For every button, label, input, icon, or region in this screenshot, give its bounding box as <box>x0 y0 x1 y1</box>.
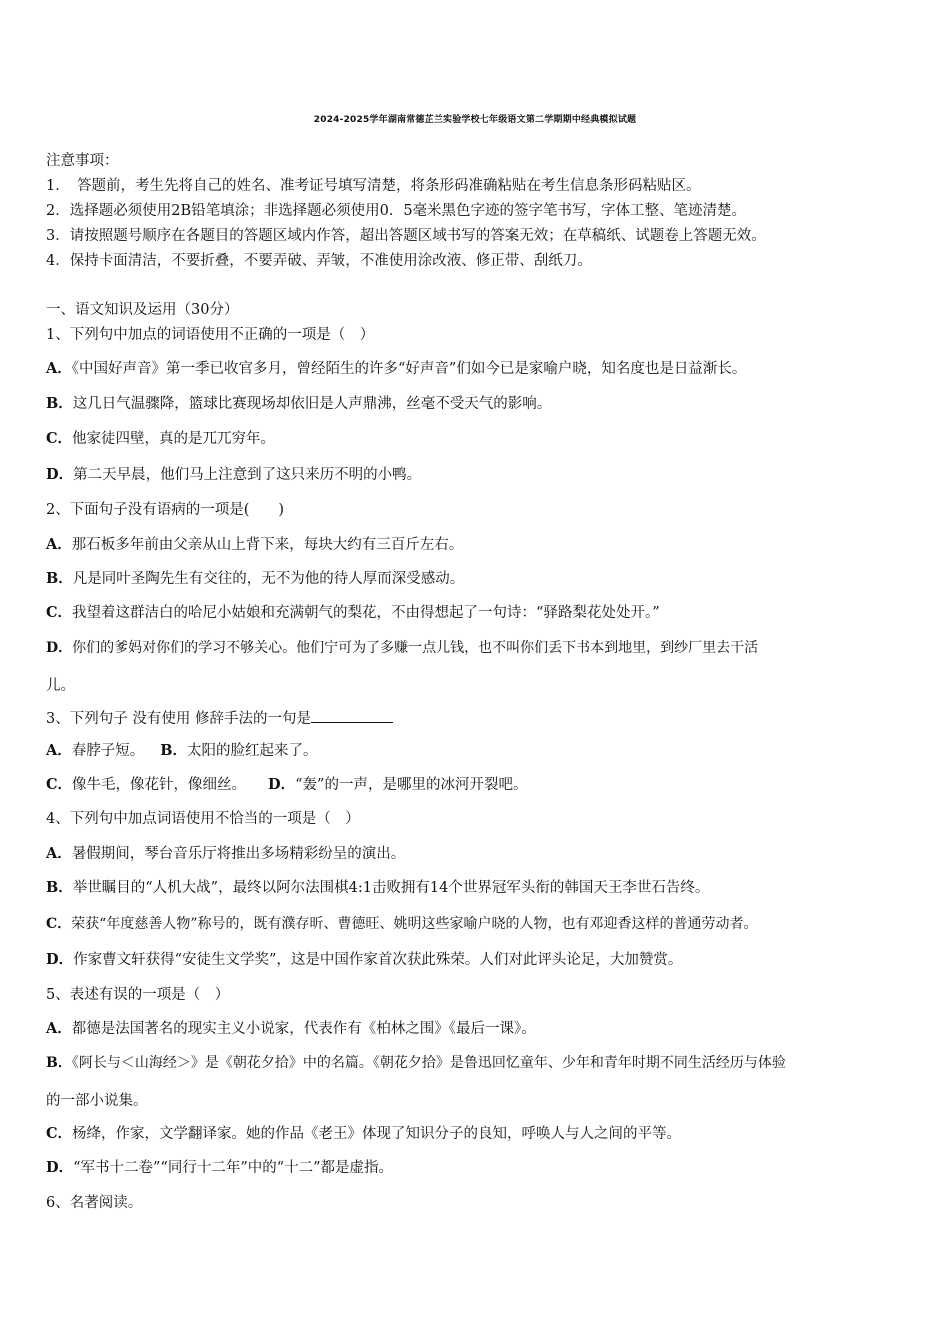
option-text: 举世瞩目的“人机大战”，最终以阿尔法围棋4:1击败拥有14个世界冠军头衔的韩国天王李世石告终。 <box>72 880 710 896</box>
option-text: “军书十二卷”“同行十二年”中的“十二”都是虚指。 <box>73 1160 394 1176</box>
option-label: A． <box>46 536 72 553</box>
option-text: 作家曹文轩获得“安徒生文学奖”，这是中国作家首次获此殊荣。人们对此评头论足，大加赞赏。 <box>73 952 683 968</box>
notice-item-4: 4．保持卡面清洁，不要折叠，不要弄破、弄皱，不准使用涂改液、修正带、刮纸刀。 <box>46 253 592 269</box>
question-3-options-row-1 <box>46 741 318 761</box>
option-label: B． <box>46 1055 72 1071</box>
section-heading: 一、语文知识及运用（30分） <box>46 302 239 318</box>
question-2-option-b <box>46 569 464 589</box>
option-text: 春脖子短。 <box>71 743 145 759</box>
option-text: 《中国好声音》第一季已收官多月，曾经陌生的许多“好声音”们如今已是家喻户晓，知名度也是日益渐长。 <box>71 361 747 377</box>
option-label: D． <box>268 776 296 793</box>
question-4-option-b <box>46 878 709 898</box>
option-label: D． <box>46 1159 74 1176</box>
option-text: 他家徒四壁，真的是兀兀穷年。 <box>72 431 276 447</box>
option-text: 第二天早晨，他们马上注意到了这只来历不明的小鸭。 <box>73 467 422 483</box>
question-4-option-c <box>46 914 757 934</box>
option-text: 凡是同叶圣陶先生有交往的，无不为他的待人厚而深受感动。 <box>72 571 465 587</box>
option-label: B． <box>46 879 73 896</box>
option-label: A． <box>46 360 72 377</box>
question-5-option-c <box>46 1124 681 1144</box>
question-6-stem: 6、名著阅读。 <box>46 1195 143 1211</box>
option-text: 杨绛，作家，文学翻译家。她的作品《老王》体现了知识分子的良知，呼唤人与人之间的平等。 <box>72 1126 682 1142</box>
question-2-stem: 2、下面句子没有语病的一项是( ) <box>46 502 285 518</box>
question-2-option-c <box>46 603 660 623</box>
question-5-stem: 5、表述有误的一项是（ ） <box>46 987 230 1003</box>
option-label: C． <box>46 604 73 621</box>
option-label: D． <box>46 640 73 656</box>
option-label: A． <box>46 1020 72 1037</box>
question-4-stem: 4、下列句中加点词语使用不恰当的一项是（ ） <box>46 811 360 827</box>
question-2-option-d-continued: 儿。 <box>46 678 75 694</box>
question-5-option-b-continued: 的一部小说集。 <box>46 1093 148 1109</box>
option-label: B． <box>160 742 188 759</box>
option-label: B． <box>46 395 73 412</box>
option-label: A． <box>46 845 72 862</box>
option-label: D． <box>46 466 74 483</box>
option-text: 这几日气温骤降，篮球比赛现场却依旧是人声鼎沸，丝毫不受天气的影响。 <box>72 396 552 412</box>
option-text: 暑假期间，琴台音乐厅将推出多场精彩纷呈的演出。 <box>71 846 406 862</box>
option-text: “轰”的一声，是哪里的冰河开裂吧。 <box>295 777 528 793</box>
question-4-option-a <box>46 844 405 864</box>
question-2-option-a <box>46 535 463 555</box>
question-1-option-b <box>46 394 551 414</box>
option-text: 荣获“年度慈善人物”称号的，既有濮存昕、曹德旺、姚明这些家喻户晓的人物，也有邓迎香这样的普通劳动者。 <box>71 916 758 932</box>
option-label: C． <box>46 1125 73 1142</box>
question-5-option-b <box>46 1053 786 1073</box>
question-2-option-d <box>46 638 758 658</box>
question-4-option-d <box>46 950 682 970</box>
option-text: 那石板多年前由父亲从山上背下来，每块大约有三百斤左右。 <box>71 537 464 553</box>
question-3-options-row-2 <box>46 775 527 795</box>
question-5-option-d <box>46 1158 393 1178</box>
option-label: D． <box>46 951 74 968</box>
option-text: 像牛毛，像花针，像细丝。 <box>72 777 247 793</box>
option-label: C． <box>46 916 72 932</box>
option-text: 我望着这群洁白的哈尼小姑娘和充满朝气的梨花，不由得想起了一句诗：“驿路梨花处处开。” <box>72 605 660 621</box>
question-3-stem <box>46 708 393 729</box>
option-label: C． <box>46 430 73 447</box>
notice-heading: 注意事项： <box>46 153 119 169</box>
question-1-option-d <box>46 465 421 485</box>
question-1-stem: 1、下列句中加点的词语使用不正确的一项是（ ） <box>46 327 375 343</box>
notice-item-3: 3．请按照题号顺序在各题目的答题区域内作答，超出答题区域书写的答案无效；在草稿纸、试题卷上答题无效。 <box>46 228 766 244</box>
option-label: A． <box>46 742 72 759</box>
option-text: 都德是法国著名的现实主义小说家，代表作有《柏林之围》《最后一课》。 <box>71 1021 536 1037</box>
page-title: 2024-2025学年湖南常德芷兰实验学校七年级语文第二学期期中经典模拟试题 <box>313 115 637 125</box>
notice-item-1: 1． 答题前，考生先将自己的姓名、准考证号填写清楚，将条形码准确粘贴在考生信息条形码粘贴区。 <box>46 178 701 194</box>
option-label: C． <box>46 776 73 793</box>
option-text: 《阿长与＜山海经＞》是《朝花夕拾》中的名篇。《朝花夕拾》是鲁迅回忆童年、少年和青年时期不同生活经历与体验 <box>71 1055 786 1071</box>
question-3-stem-text: 3、下列句子 没有使用 修辞手法的一句是 <box>46 711 311 727</box>
question-1-option-a <box>46 359 746 379</box>
option-label: B． <box>46 570 73 587</box>
option-text: 太阳的脸红起来了。 <box>187 743 318 759</box>
question-5-option-a <box>46 1019 536 1039</box>
question-1-option-c <box>46 429 275 449</box>
answer-blank <box>311 708 393 723</box>
option-text: 你们的爹妈对你们的学习不够关心。他们宁可为了多赚一点儿钱，也不叫你们丢下书本到地里，到纱厂里去干活 <box>72 640 759 656</box>
notice-item-2: 2．选择题必须使用2B铅笔填涂；非选择题必须使用0．5毫米黑色字迹的签字笔书写，字体工整、笔迹清楚。 <box>46 203 747 219</box>
